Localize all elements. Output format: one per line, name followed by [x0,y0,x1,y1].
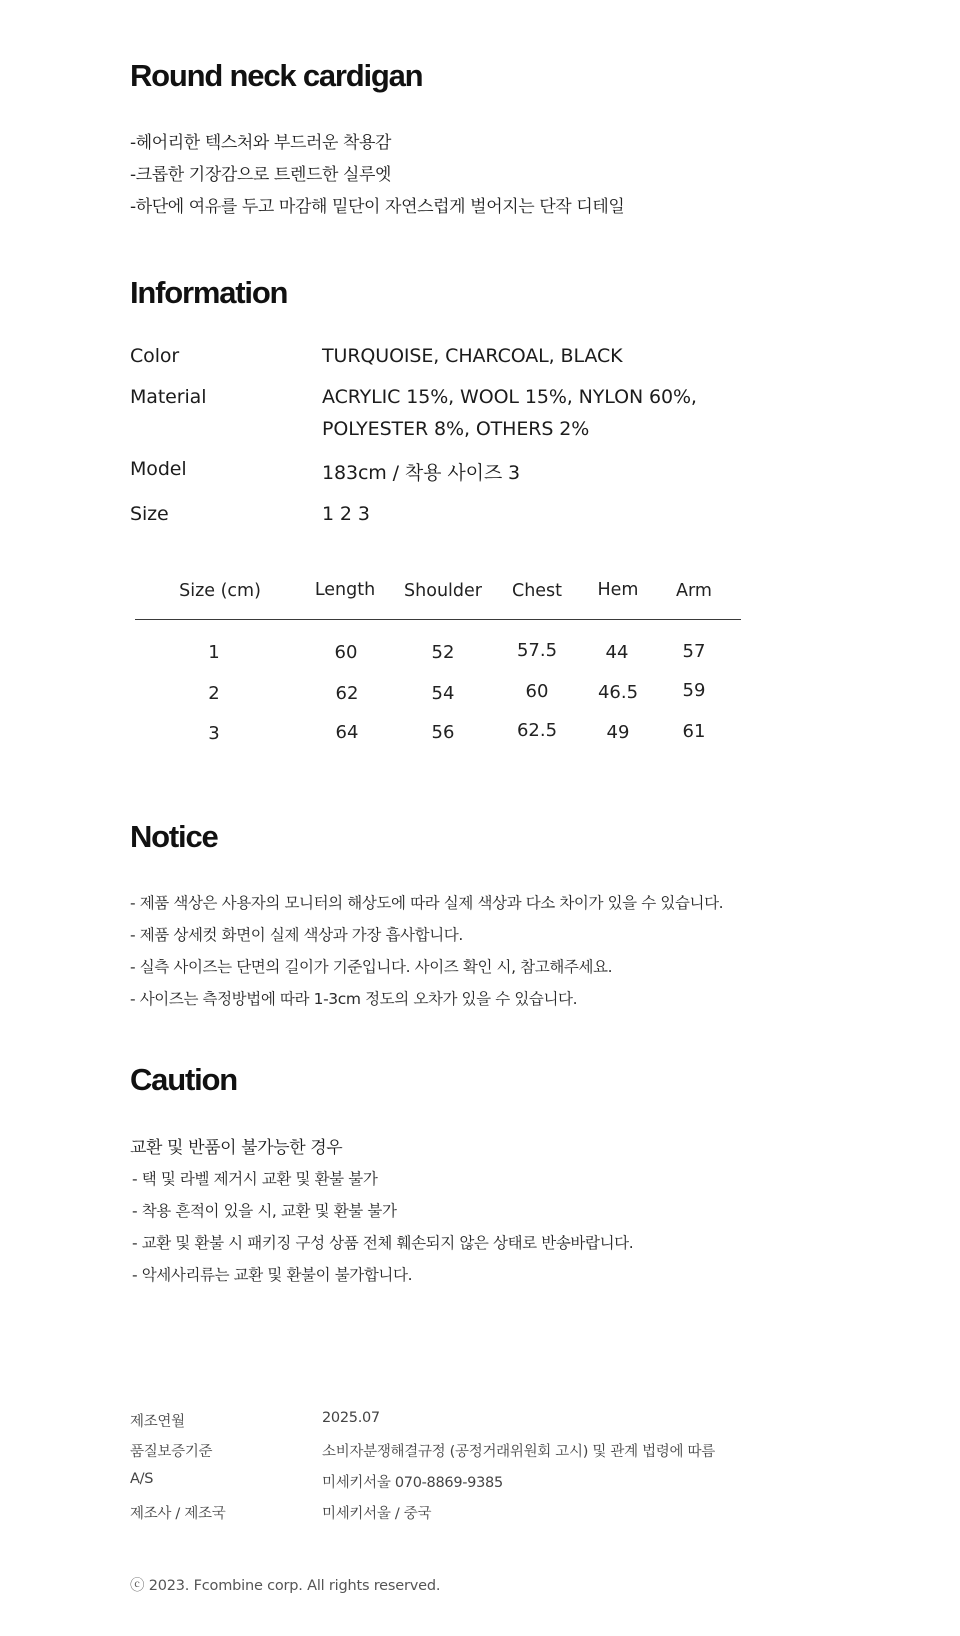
meta-value: 미세키서울 / 중국 [322,1506,432,1522]
table-cell: 46.5 [597,682,639,703]
notice-item: - 제품 색상은 사용자의 모니터의 해상도에 따라 실제 색상과 다소 차이가 있을 수 있습니다. [130,894,724,912]
table-cell: 3 [208,723,220,744]
meta-label: 제조연월 [130,1414,185,1430]
table-cell: 2 [208,683,220,704]
feature-line: -헤어리한 텍스처와 부드러운 착용감 [130,133,392,153]
caution-item: - 악세사리류는 교환 및 환불이 불가합니다. [132,1266,413,1284]
table-header-shoulder: Shoulder [404,581,482,601]
caution-item: - 택 및 라벨 제거시 교환 및 환불 불가 [132,1170,378,1188]
notice-item: - 실측 사이즈는 단면의 길이가 기준입니다. 사이즈 확인 시, 참고해주세요. [130,958,613,976]
table-cell: 60 [525,681,549,702]
table-header-length: Length [314,580,376,600]
meta-value: 미세키서울 070-8869-9385 [322,1475,503,1491]
table-header-divider [135,619,741,620]
product-title: Round neck cardigan [130,58,423,93]
table-cell: 54 [431,683,455,704]
table-cell: 62 [335,683,359,704]
copyright-text: ⓒ 2023. Fcombine corp. All rights reserved. [130,1578,441,1594]
table-cell: 59 [682,680,706,701]
table-cell: 64 [335,722,359,743]
caution-item: - 착용 흔적이 있을 시, 교환 및 환불 불가 [132,1202,397,1220]
meta-label: A/S [130,1471,154,1487]
info-label-material: Material [130,386,207,408]
table-header-arm: Arm [676,581,712,601]
table-cell: 49 [606,722,630,743]
table-header-hem: Hem [597,580,639,600]
meta-value: 소비자분쟁해결규정 (공정거래위원회 고시) 및 관계 법령에 따름 [322,1444,715,1460]
notice-item: - 제품 상세컷 화면이 실제 색상과 가장 흡사합니다. [130,926,463,944]
meta-label: 품질보증기준 [130,1444,213,1460]
table-cell: 44 [605,642,629,663]
table-cell: 60 [334,642,358,663]
table-cell: 57.5 [516,640,558,661]
info-label-model: Model [130,458,187,480]
table-cell: 61 [682,721,706,742]
table-cell: 52 [431,642,455,663]
meta-value: 2025.07 [322,1410,380,1426]
feature-line: -하단에 여유를 두고 마감해 밑단이 자연스럽게 벌어지는 단작 디테일 [130,197,625,217]
info-value-model: 183cm / 착용 사이즈 3 [322,462,521,484]
table-cell: 56 [431,722,455,743]
info-value-size: 1 2 3 [322,503,370,525]
caution-item: - 교환 및 환불 시 패키징 구성 상품 전체 훼손되지 않은 상태로 반송바랍니다. [132,1234,634,1252]
info-label-color: Color [130,345,180,367]
feature-line: -크롭한 기장감으로 트렌드한 실루엣 [130,165,392,185]
notice-heading: Notice [130,819,218,854]
caution-heading: Caution [130,1062,237,1097]
information-heading: Information [130,275,288,310]
table-cell: 62.5 [516,720,558,741]
info-value-color: TURQUOISE, CHARCOAL, BLACK [322,345,623,367]
caution-subheading: 교환 및 반품이 불가능한 경우 [130,1138,343,1158]
table-header-size: Size (cm) [179,581,261,601]
table-cell: 57 [682,641,706,662]
table-cell: 1 [208,642,220,663]
table-header-chest: Chest [511,581,563,601]
info-label-size: Size [130,503,169,525]
meta-label: 제조사 / 제조국 [130,1506,226,1522]
info-value-material-line2: POLYESTER 8%, OTHERS 2% [322,418,590,440]
notice-item: - 사이즈는 측정방법에 따라 1-3cm 정도의 오차가 있을 수 있습니다. [130,990,578,1008]
info-value-material-line1: ACRYLIC 15%, WOOL 15%, NYLON 60%, [322,386,697,408]
